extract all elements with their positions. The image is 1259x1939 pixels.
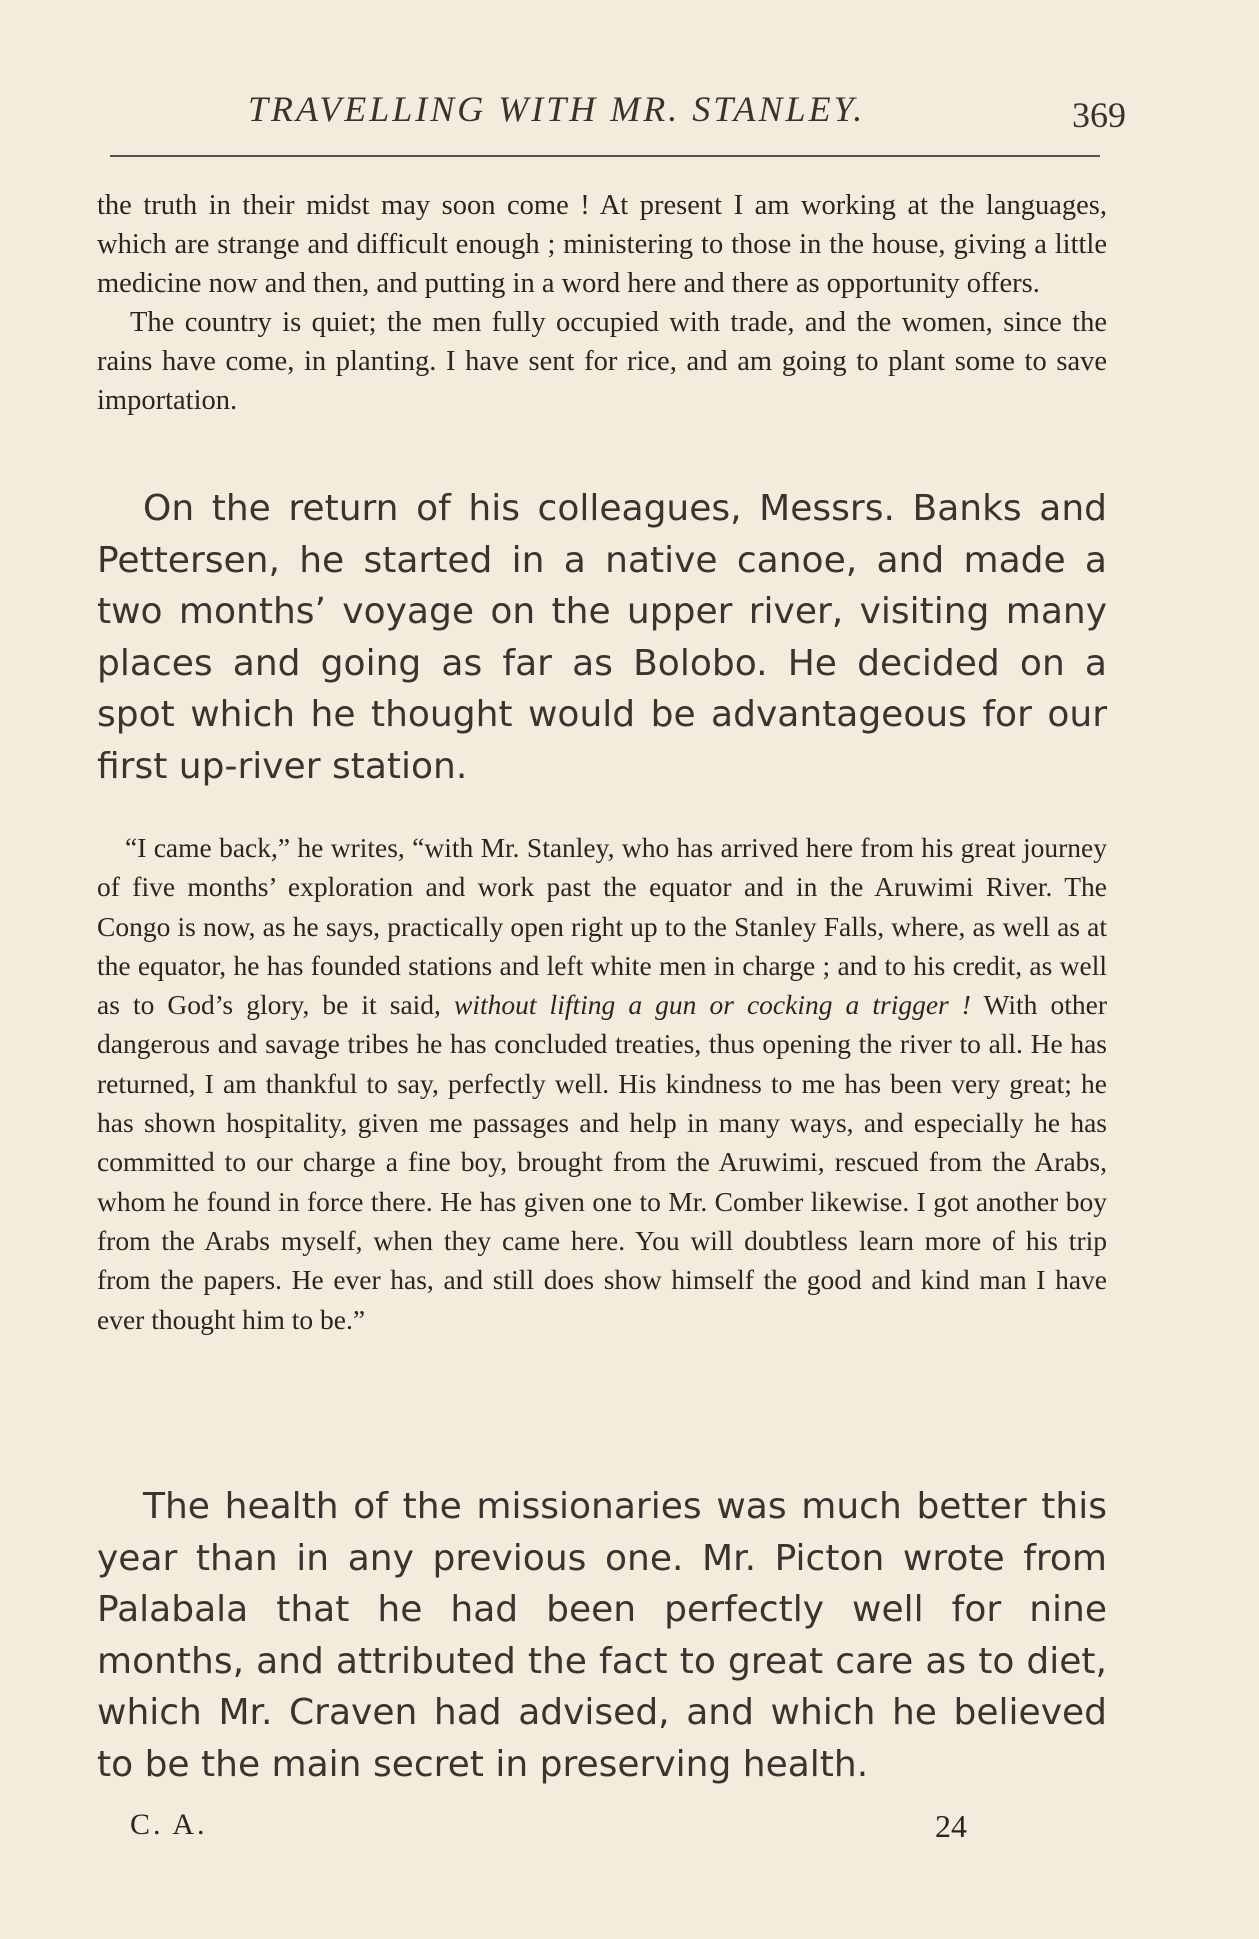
narrative-paragraph-1: On the return of his colleagues, Messrs. Banks and Pettersen, he started in a native canoe, and made a two months’ voyage on the upper river, visiting many places and going as far as Bolobo. He decided on a spot which he thought would be advantageous for our first up-river station. (97, 488, 1107, 787)
header-rule (110, 155, 1100, 157)
narrative-section-2 (97, 1481, 1107, 1790)
narrative-section-1 (97, 483, 1107, 792)
letter-paragraph-1: the truth in their midst may soon come ! At present I am working at the languages, which are strange and difficult enough ; ministering to those in the house, giving a little medicine now and then, and putting in a word here and there as opportunity offers. (97, 190, 1107, 299)
quote-paragraph (97, 828, 1107, 1339)
quote-italic-phrase: without lifting a gun or cocking a trigger ! (453, 989, 971, 1021)
signature-mark: C. A. (130, 1808, 208, 1841)
running-head: TRAVELLING WITH MR. STANLEY. (248, 89, 866, 129)
letter-continuation (97, 186, 1107, 420)
narrative-paragraph-2: The health of the missionaries was much better this year than in any previous one. Mr. Picton wrote from Palabala that he had been perfectly well for nine months, and attributed the fact to great care as to diet, which Mr. Craven had advised, and which he believed to be the main secret in preserving health. (97, 1486, 1107, 1785)
signature-number: 24 (935, 1808, 967, 1844)
letter-paragraph-2: The country is quiet; the men fully occupied with trade, and the women, since the rains have come, in planting. I have sent for rice, and am going to plant some to save importation. (97, 307, 1107, 416)
quoted-letter (97, 828, 1107, 1339)
quote-text-part-2: With other dangerous and savage tribes he has concluded treaties, thus opening the river to all. He has returned, I am thankful to say, perfectly well. His kindness to me has been very great; he has shown hospitality, given me passages and help in many ways, and especially he has committed to our charge a fine boy, brought from the Aruwimi, rescued from the Arabs, whom he found in force there. He has given one to Mr. Comber likewise. I got another boy from the Arabs myself, when they came here. You will doubtless learn more of his trip from the papers. He ever has, and still does show himself the good and kind man I have ever thought him to be.” (97, 989, 1107, 1335)
quote-text-part-1: “I came back,” he writes, “with Mr. Stanley, who has arrived here from his great journey of five months’ exploration and work past the equator and in the Aruwimi River. The Congo is now, as he says, practically open right up to the Stanley Falls, where, as well as at the equator, he has founded stations and left white men in charge ; and to his credit, as well as to God’s glory, be it said, (97, 832, 1107, 1021)
page-number: 369 (1072, 95, 1126, 135)
